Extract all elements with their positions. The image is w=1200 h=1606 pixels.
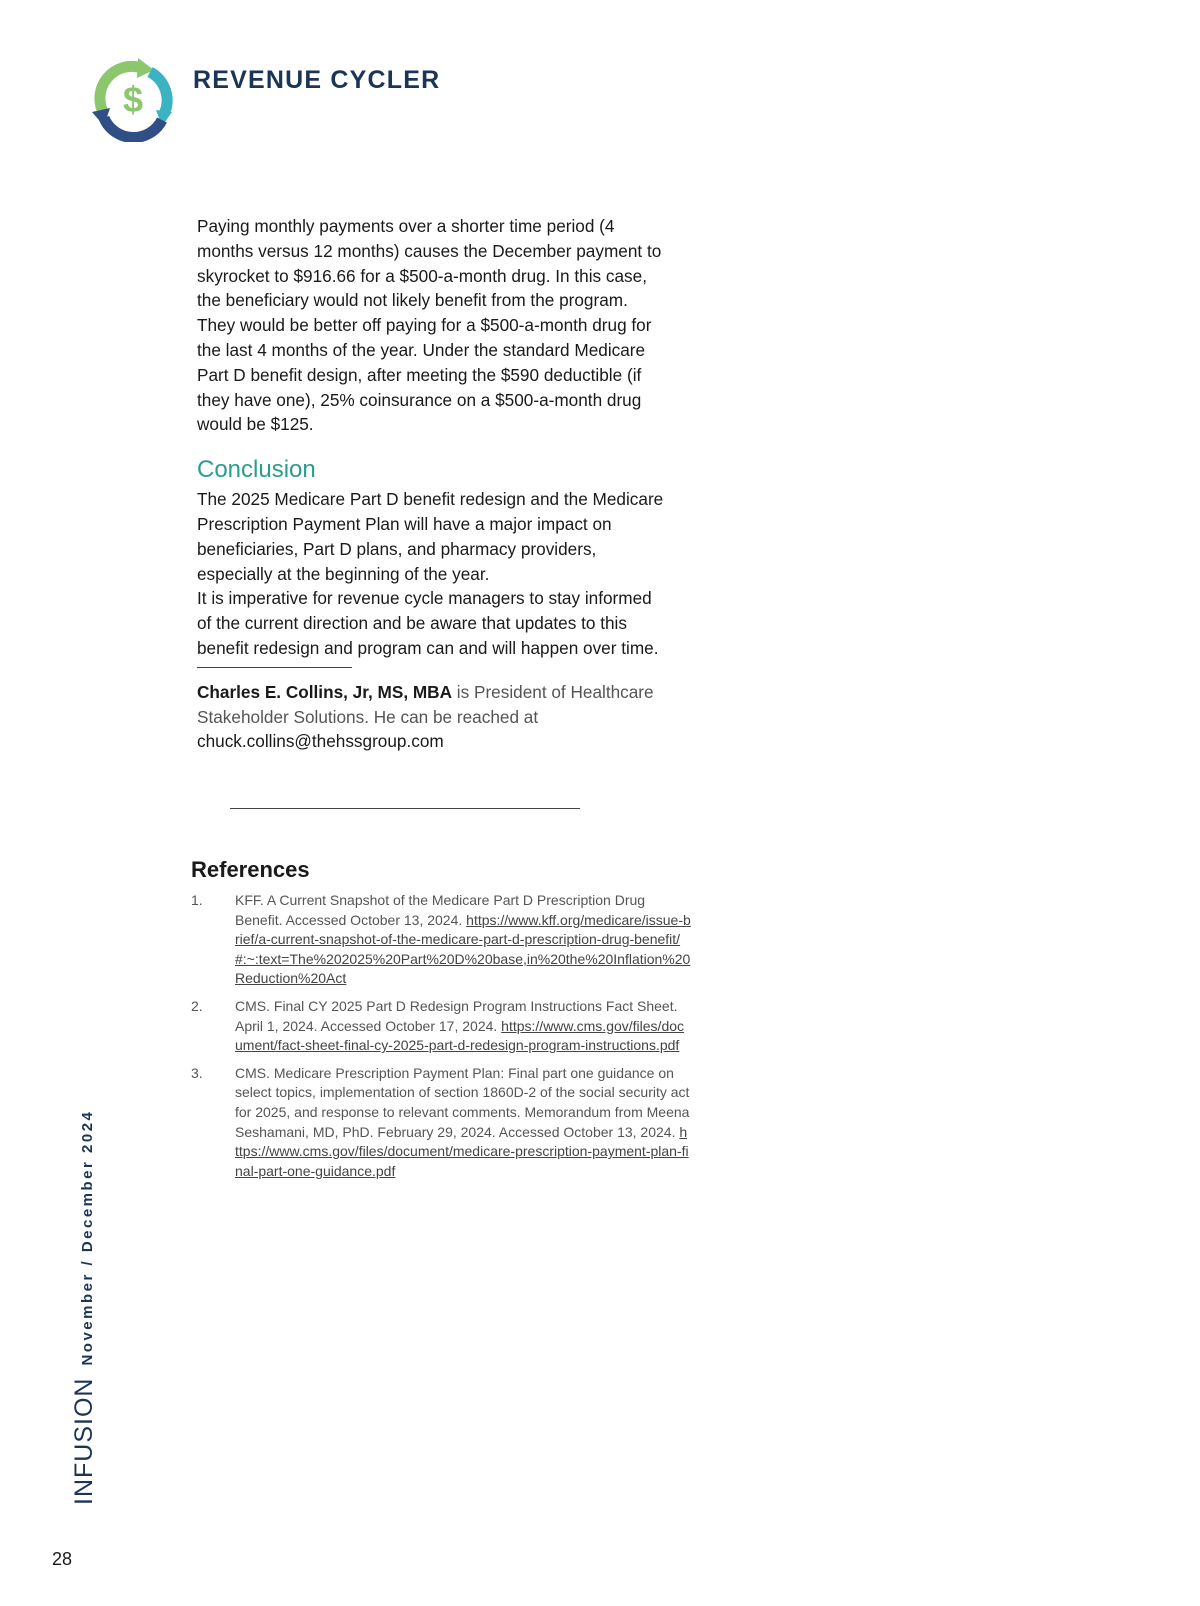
reference-text: KFF. A Current Snapshot of the Medicare Part D Prescription Drug Benefit. Accessed October 13, 2024. xyxy=(235,892,646,928)
dollar-cycle-icon xyxy=(90,56,176,142)
reference-link[interactable]: https://www.cms.gov/files/document/medicare-prescription-payment-plan-final-part-one-guidance.pdf xyxy=(235,1123,689,1179)
reference-number: 1. xyxy=(191,892,203,908)
references-list xyxy=(191,891,691,1181)
reference-link[interactable]: https://www.cms.gov/files/document/fact-sheet-final-cy-2025-part-d-redesign-program-instructions.pdf xyxy=(235,1017,685,1054)
reference-text: CMS. Final CY 2025 Part D Redesign Program Instructions Fact Sheet. April 1, 2024. Accessed October 17, 2024. xyxy=(235,997,678,1034)
page-number: 28 xyxy=(52,1549,73,1569)
reference-number: 2. xyxy=(191,997,203,1014)
logo-dollar-symbol: $ xyxy=(122,79,144,120)
logo-graphic xyxy=(90,56,176,142)
reference-item xyxy=(191,1064,691,1182)
issue-date: November / December 2024 xyxy=(79,1109,96,1366)
conclusion-paragraph-1: The 2025 Medicare Part D benefit redesign and the Medicare Prescription Payment Plan will have a major impact on beneficiaries, Part D plans, and pharmacy providers, especially at the beginning of the year. xyxy=(197,489,664,584)
section-title: REVENUE CYCLER xyxy=(193,66,441,94)
author-name: Charles E. Collins, Jr, MS, MBA xyxy=(197,681,453,702)
reference-link[interactable]: https://www.kff.org/medicare/issue-brief/a-current-snapshot-of-the-medicare-part-d-prescription-drug-benefit/#:~:text=The%202025%20Part%20D%20base,in%20the%20Inflation%20Reduction%20Act xyxy=(235,911,691,987)
conclusion-heading: Conclusion xyxy=(197,456,316,484)
reference-item xyxy=(191,997,691,1056)
author-email[interactable]: chuck.collins@thehssgroup.com xyxy=(197,731,444,752)
reference-item xyxy=(191,891,691,989)
body-paragraph: Paying monthly payments over a shorter time period (4 months versus 12 months) causes the December payment to skyrocket to $916.66 for a $500-a-month drug. In this case, the beneficiary would not likely benefit from the program. They would be better off paying for a $500-a-month drug for the last 4 months of the year. Under the standard Medicare Part D benefit design, after meeting the $590 deductible (if they have one), 25% coinsurance on a $500-a-month drug would be $125. xyxy=(197,216,662,435)
reference-text: CMS. Medicare Prescription Payment Plan: Final part one guidance on select topics, implementation of section 1860D-2 of the social security act for 2025, and response to relevant comments. Memorandum from Meena Seshamani, MD, PhD. February 29, 2024. Accessed October 13, 2024. xyxy=(235,1064,690,1140)
author-bio xyxy=(197,680,667,754)
references-heading: References xyxy=(191,857,310,882)
author-divider xyxy=(197,667,352,668)
publication-name: INFUSION xyxy=(70,1377,98,1505)
article-body xyxy=(197,214,667,754)
conclusion-paragraph-2: It is imperative for revenue cycle managers to stay informed of the current direction and be aware that updates to this benefit redesign and program can and will happen over time. xyxy=(197,588,659,658)
reference-number: 3. xyxy=(191,1064,203,1081)
author-bio-text: is President of Healthcare Stakeholder Solutions. He can be reached at xyxy=(197,681,654,727)
publication-sidebar xyxy=(70,1110,99,1505)
references-divider xyxy=(230,808,580,809)
references-section xyxy=(191,857,691,1189)
